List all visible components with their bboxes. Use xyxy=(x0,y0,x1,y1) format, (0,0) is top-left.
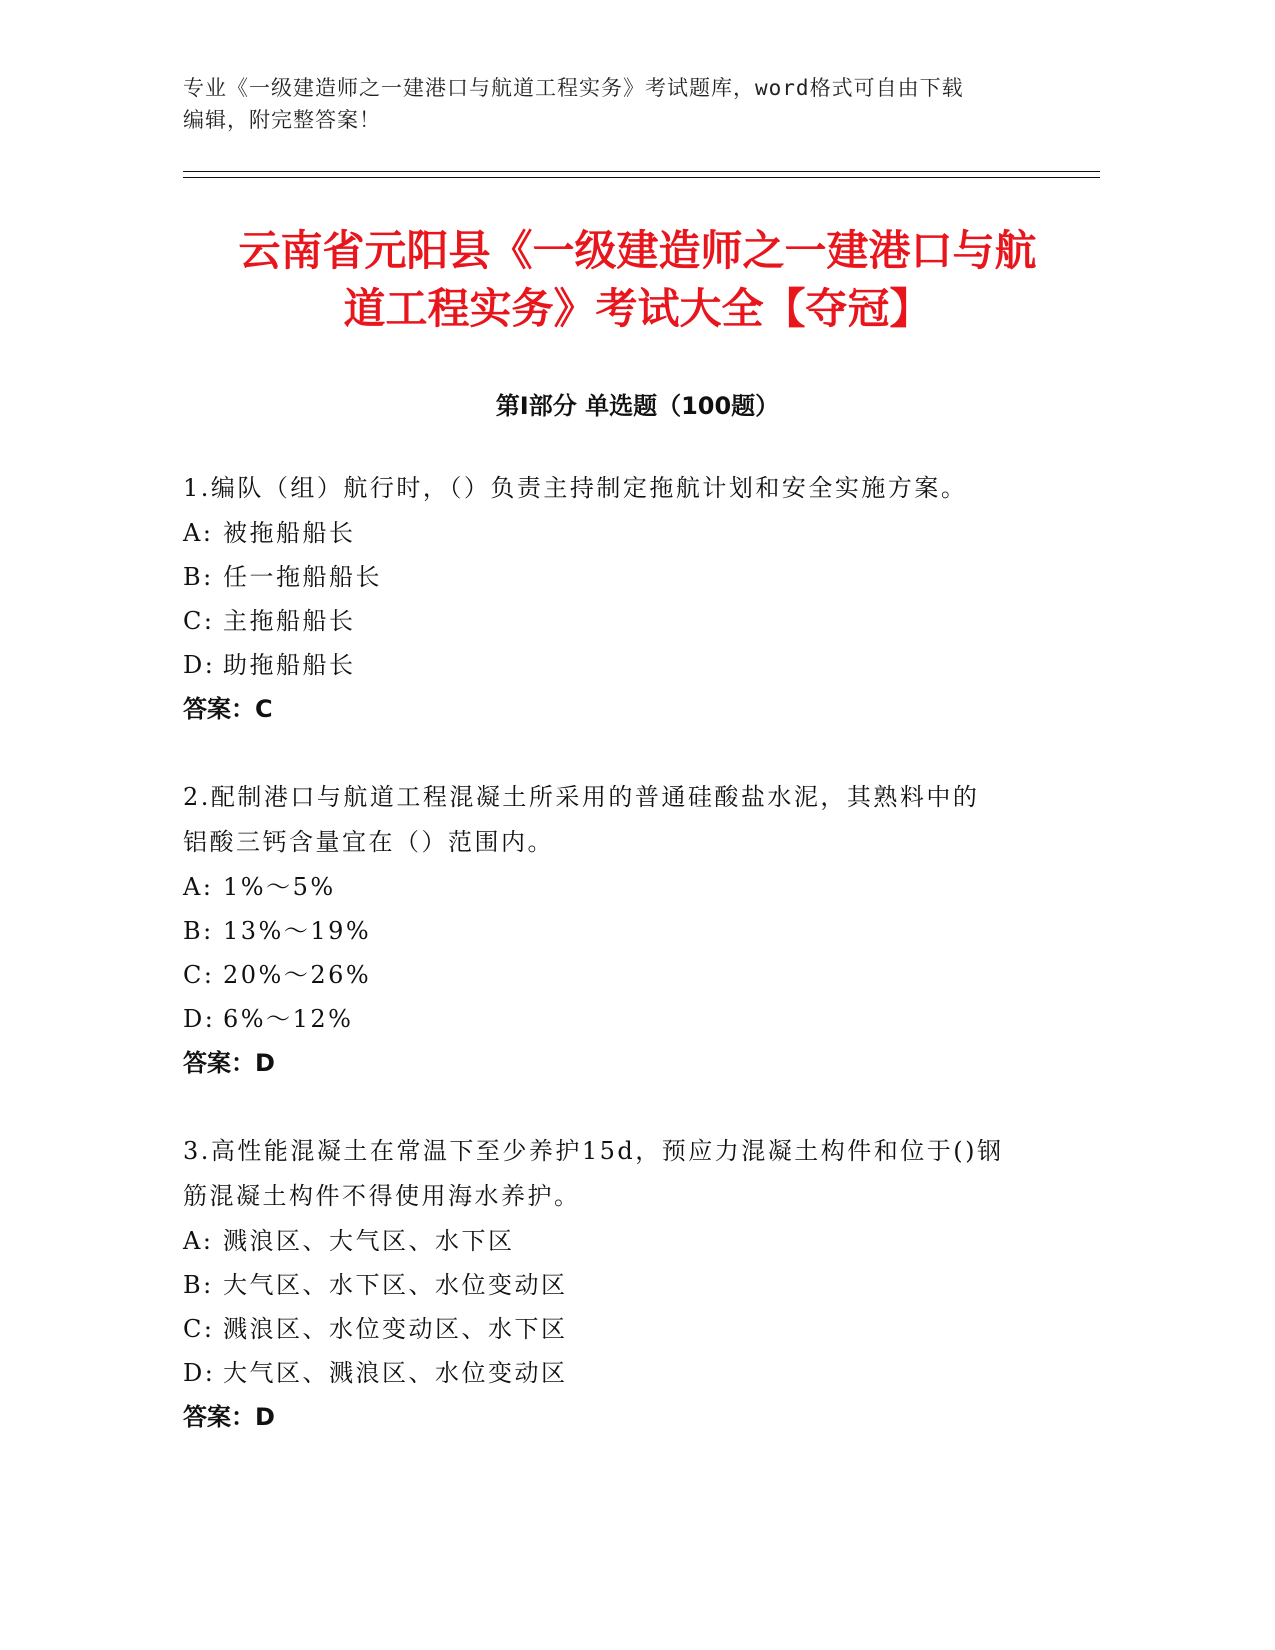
document-title xyxy=(150,222,1125,338)
option-text: 助拖船船长 xyxy=(223,651,356,679)
question-option-b xyxy=(183,1263,1063,1307)
question-item xyxy=(183,775,1063,1085)
question-stem: 1.编队（组）航行时，（）负责主持制定拖航计划和安全实施方案。 xyxy=(183,474,968,502)
section-heading: 第Ⅰ部分 单选题（100题） xyxy=(495,392,780,420)
question-answer: 答案：C xyxy=(183,695,273,723)
option-text: 溅浪区、大气区、水下区 xyxy=(223,1227,515,1255)
option-text: 溅浪区、水位变动区、水下区 xyxy=(223,1315,568,1343)
option-text: 大气区、水下区、水位变动区 xyxy=(223,1271,568,1299)
question-answer: 答案：D xyxy=(183,1403,275,1431)
option-letter: B: xyxy=(183,1271,214,1299)
question-option-d xyxy=(183,1351,1063,1395)
option-letter: B: xyxy=(183,563,214,591)
option-letter: C: xyxy=(183,1315,215,1343)
option-letter: A: xyxy=(183,519,214,547)
option-text: 被拖船船长 xyxy=(223,519,356,547)
question-option-b xyxy=(183,909,1063,953)
question-answer: 答案：D xyxy=(183,1049,275,1077)
option-text: 13%～19% xyxy=(223,917,372,945)
option-text: 20%～26% xyxy=(223,961,372,989)
option-letter: D: xyxy=(183,1359,216,1387)
option-letter: A: xyxy=(183,1227,214,1255)
question-option-c xyxy=(183,1307,1063,1351)
header-note xyxy=(183,72,1083,136)
document-title-line-2: 道工程实务》考试大全【夺冠】 xyxy=(343,284,932,333)
header-note-line-1: 专业《一级建造师之一建港口与航道工程实务》考试题库，word格式可自由下载 xyxy=(183,76,964,100)
option-text: 6%～12% xyxy=(223,1005,354,1033)
question-list xyxy=(183,466,1063,1483)
option-letter: A: xyxy=(183,873,214,901)
option-text: 主拖船船长 xyxy=(223,607,356,635)
question-option-d xyxy=(183,997,1063,1041)
question-stem-line-1: 2.配制港口与航道工程混凝土所采用的普通硅酸盐水泥，其熟料中的 xyxy=(183,783,980,811)
option-letter: C: xyxy=(183,607,215,635)
option-letter: D: xyxy=(183,651,216,679)
question-stem-line-2: 筋混凝土构件不得使用海水养护。 xyxy=(183,1182,581,1210)
option-letter: D: xyxy=(183,1005,216,1033)
option-text: 大气区、溅浪区、水位变动区 xyxy=(223,1359,568,1387)
option-letter: B: xyxy=(183,917,214,945)
question-item xyxy=(183,466,1063,731)
document-title-line-1: 云南省元阳县《一级建造师之一建港口与航 xyxy=(238,226,1037,275)
header-rule-top xyxy=(183,171,1100,172)
option-letter: C: xyxy=(183,961,215,989)
question-option-a xyxy=(183,865,1063,909)
question-option-a xyxy=(183,511,1063,555)
question-option-a xyxy=(183,1219,1063,1263)
question-stem-line-2: 铝酸三钙含量宜在（）范围内。 xyxy=(183,828,554,856)
question-option-c xyxy=(183,953,1063,997)
question-stem-line-1: 3.高性能混凝土在常温下至少养护15d，预应力混凝土构件和位于()钢 xyxy=(183,1137,1004,1165)
header-note-line-2: 编辑，附完整答案！ xyxy=(183,108,381,132)
header-rule-bottom xyxy=(183,177,1100,178)
question-option-b xyxy=(183,555,1063,599)
question-item xyxy=(183,1129,1063,1439)
question-option-c xyxy=(183,599,1063,643)
question-option-d xyxy=(183,643,1063,687)
option-text: 1%～5% xyxy=(223,873,336,901)
option-text: 任一拖船船长 xyxy=(223,563,382,591)
